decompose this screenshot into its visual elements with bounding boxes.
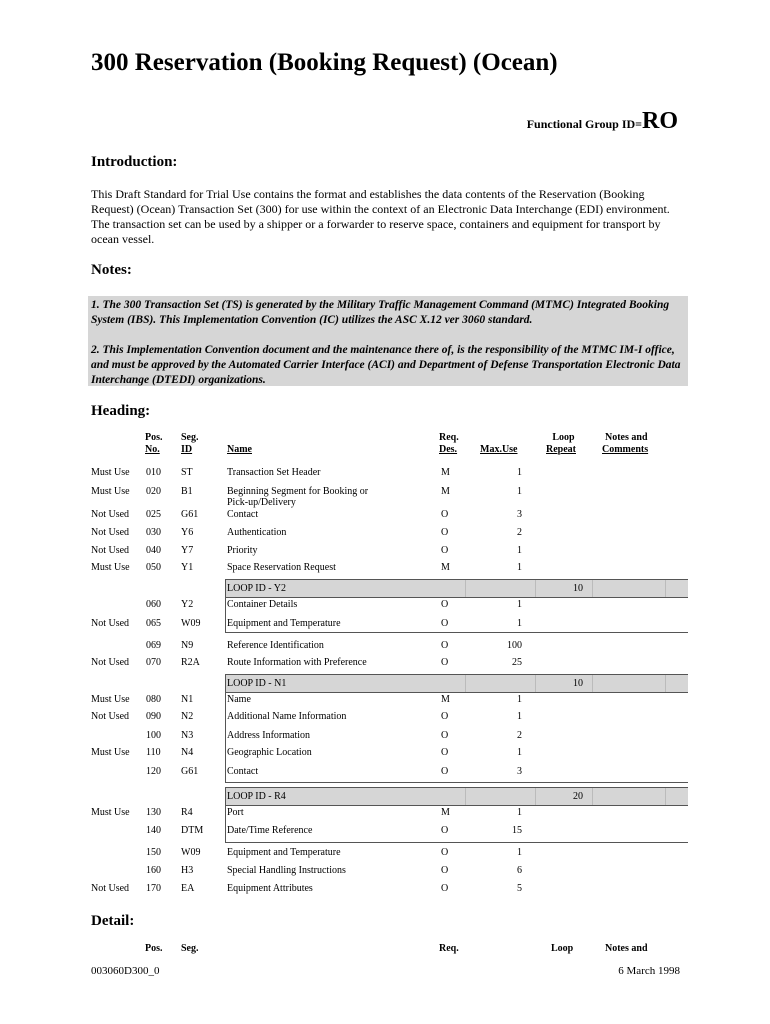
row-req: M: [441, 694, 450, 705]
row-seg-id: Y6: [181, 527, 194, 538]
col-pos: Pos. No.: [145, 432, 163, 455]
loop-bracket-n1: [225, 674, 226, 782]
row-req: O: [441, 766, 449, 777]
row-usage: Not Used: [91, 618, 130, 629]
col-name: Name: [227, 444, 252, 455]
row-usage: Not Used: [91, 545, 130, 556]
row-max-use: 2: [517, 527, 522, 538]
row-req: O: [441, 618, 449, 629]
row-pos: 090: [146, 711, 161, 722]
row-usage: Must Use: [91, 486, 130, 497]
row-usage: Must Use: [91, 747, 130, 758]
row-usage: Not Used: [91, 657, 130, 668]
row-req: O: [441, 865, 449, 876]
row-max-use: 1: [517, 711, 522, 722]
row-pos: 020: [146, 486, 161, 497]
row-req: O: [441, 527, 449, 538]
row-req: M: [441, 467, 450, 478]
row-max-use: 1: [517, 747, 522, 758]
row-name: Authentication: [227, 527, 287, 538]
row-seg-id: R4: [181, 807, 193, 818]
row-usage: Must Use: [91, 807, 130, 818]
introduction-text: This Draft Standard for Trial Use contains the format and establishes the data contents of the Reservation (Booking Request) (Ocean) Transaction Set (300) for use within the context of an Electronic Data Interchange (EDI) environment. The transaction set can be used by a shipper or a forwarder to reserve space, containers and equipment for transport by ocean vessel.: [91, 187, 670, 246]
row-name: Port: [227, 807, 244, 818]
row-req: M: [441, 562, 450, 573]
row-pos: 170: [146, 883, 161, 894]
page-title: 300 Reservation (Booking Request) (Ocean): [91, 49, 558, 76]
loop-label: LOOP ID - Y2: [227, 583, 286, 594]
row-max-use: 1: [517, 486, 522, 497]
row-usage: Must Use: [91, 694, 130, 705]
row-req: O: [441, 711, 449, 722]
row-usage: Not Used: [91, 527, 130, 538]
row-pos: 080: [146, 694, 161, 705]
row-seg-id: G61: [181, 766, 199, 777]
row-seg-id: N9: [181, 640, 194, 651]
loop-end-y2: [225, 632, 688, 633]
col-req: Req. Des.: [439, 432, 459, 455]
row-seg-id: W09: [181, 618, 201, 629]
note-1: 1. The 300 Transaction Set (TS) is generated by the Military Traffic Management Command (MTMC) Integrated Booking System (IBS). This Implementation Convention (IC) utilizes the ASC X.12 ver 3060 standard.: [91, 299, 670, 326]
row-max-use: 1: [517, 807, 522, 818]
detail-col-seg: Seg.: [181, 943, 199, 954]
footer-doc-id: 003060D300_0: [91, 965, 160, 977]
row-pos: 120: [146, 766, 161, 777]
row-name: Container Details: [227, 599, 298, 610]
row-req: M: [441, 486, 450, 497]
col-loop: Loop Repeat: [546, 432, 576, 455]
row-pos: 030: [146, 527, 161, 538]
row-pos: 060: [146, 599, 161, 610]
row-usage: Must Use: [91, 467, 130, 478]
row-usage: Must Use: [91, 562, 130, 573]
row-name: Contact: [227, 509, 259, 520]
row-req: O: [441, 847, 449, 858]
row-usage: Not Used: [91, 509, 130, 520]
detail-section-title: Detail:: [91, 913, 135, 929]
row-usage: Not Used: [91, 711, 130, 722]
col-seg: Seg. ID: [181, 432, 199, 455]
row-req: O: [441, 545, 449, 556]
loop-repeat: 20: [573, 791, 583, 802]
detail-col-req: Req.: [439, 943, 459, 954]
loop-end-n1: [225, 782, 688, 783]
row-pos: 100: [146, 730, 161, 741]
row-pos: 110: [146, 747, 161, 758]
row-usage: Not Used: [91, 883, 130, 894]
functional-group-value: RO: [642, 108, 678, 134]
row-req: O: [441, 509, 449, 520]
row-req: O: [441, 883, 449, 894]
row-name: Beginning Segment for Booking or: [227, 486, 369, 497]
row-seg-id: N3: [181, 730, 194, 741]
row-max-use: 1: [517, 562, 522, 573]
row-max-use: 1: [517, 618, 522, 629]
row-seg-id: N2: [181, 711, 194, 722]
row-seg-id: DTM: [181, 825, 204, 836]
functional-group-id: [527, 108, 678, 135]
row-name-cont: Pick-up/Delivery: [227, 497, 296, 508]
row-name: Name: [227, 694, 251, 705]
loop-bar-n1: [225, 674, 688, 693]
col-notes: Notes and Comments: [602, 432, 649, 455]
heading-section-title: Heading:: [91, 403, 151, 419]
row-name: Geographic Location: [227, 747, 312, 758]
row-name: Transaction Set Header: [227, 467, 321, 478]
row-pos: 010: [146, 467, 161, 478]
loop-label: LOOP ID - R4: [227, 791, 286, 802]
row-pos: 150: [146, 847, 161, 858]
row-name: Special Handling Instructions: [227, 865, 346, 876]
row-max-use: 6: [517, 865, 522, 876]
row-pos: 025: [146, 509, 161, 520]
row-req: O: [441, 640, 449, 651]
row-max-use: 100: [507, 640, 522, 651]
row-seg-id: N4: [181, 747, 194, 758]
row-pos: 070: [146, 657, 161, 668]
row-max-use: 25: [512, 657, 522, 668]
loop-end-r4: [225, 842, 688, 843]
notes-heading: Notes:: [91, 262, 132, 278]
detail-col-pos: Pos.: [145, 943, 163, 954]
loop-repeat: 10: [573, 583, 583, 594]
row-seg-id: B1: [181, 486, 193, 497]
row-name: Address Information: [227, 730, 311, 741]
footer-date: 6 March 1998: [618, 965, 680, 977]
functional-group-label: Functional Group ID=: [526, 117, 642, 131]
row-name: Contact: [227, 766, 259, 777]
row-max-use: 1: [517, 599, 522, 610]
row-name: Route Information with Preference: [227, 657, 367, 668]
row-max-use: 2: [517, 730, 522, 741]
col-maxuse: Max.Use: [480, 444, 518, 455]
row-seg-id: Y1: [181, 562, 194, 573]
introduction-heading: Introduction:: [91, 154, 178, 170]
row-seg-id: EA: [181, 883, 195, 894]
row-pos: 140: [146, 825, 161, 836]
row-pos: 050: [146, 562, 161, 573]
row-name: Reference Identification: [227, 640, 324, 651]
row-max-use: 1: [517, 694, 522, 705]
loop-bracket-y2: [225, 579, 226, 632]
row-max-use: 15: [512, 825, 522, 836]
loop-bar-r4: [225, 787, 688, 806]
row-seg-id: W09: [181, 847, 201, 858]
row-req: O: [441, 825, 449, 836]
loop-label: LOOP ID - N1: [227, 678, 287, 689]
row-max-use: 1: [517, 545, 522, 556]
row-seg-id: G61: [181, 509, 199, 520]
row-pos: 069: [146, 640, 161, 651]
row-req: O: [441, 747, 449, 758]
row-seg-id: H3: [181, 865, 194, 876]
row-req: M: [441, 807, 450, 818]
row-seg-id: N1: [181, 694, 194, 705]
detail-col-loop: Loop: [551, 943, 574, 954]
detail-col-notes: Notes and: [605, 943, 648, 954]
row-name: Priority: [227, 545, 258, 556]
loop-bracket-r4: [225, 787, 226, 842]
row-seg-id: R2A: [181, 657, 200, 668]
row-name: Equipment and Temperature: [227, 618, 341, 629]
row-pos: 130: [146, 807, 161, 818]
loop-repeat: 10: [573, 678, 583, 689]
row-req: O: [441, 657, 449, 668]
note-2: 2. This Implementation Convention document and the maintenance there of, is the responsibility of the MTMC IM-I office, and must be approved by the Automated Carrier Interface (ACI) and Department of Defense Transportation Electronic Data Interchange (DTEDI) organizations.: [91, 344, 681, 386]
row-max-use: 3: [517, 766, 522, 777]
row-seg-id: ST: [181, 467, 193, 478]
row-seg-id: Y2: [181, 599, 194, 610]
row-max-use: 5: [517, 883, 522, 894]
row-max-use: 1: [517, 847, 522, 858]
row-name: Space Reservation Request: [227, 562, 336, 573]
row-name: Date/Time Reference: [227, 825, 313, 836]
row-name: Equipment and Temperature: [227, 847, 341, 858]
row-max-use: 3: [517, 509, 522, 520]
row-pos: 160: [146, 865, 161, 876]
loop-bar-y2: [225, 579, 688, 598]
row-name: Additional Name Information: [227, 711, 347, 722]
row-name: Equipment Attributes: [227, 883, 313, 894]
row-req: O: [441, 599, 449, 610]
row-pos: 040: [146, 545, 161, 556]
row-req: O: [441, 730, 449, 741]
row-max-use: 1: [517, 467, 522, 478]
row-seg-id: Y7: [181, 545, 194, 556]
row-pos: 065: [146, 618, 161, 629]
